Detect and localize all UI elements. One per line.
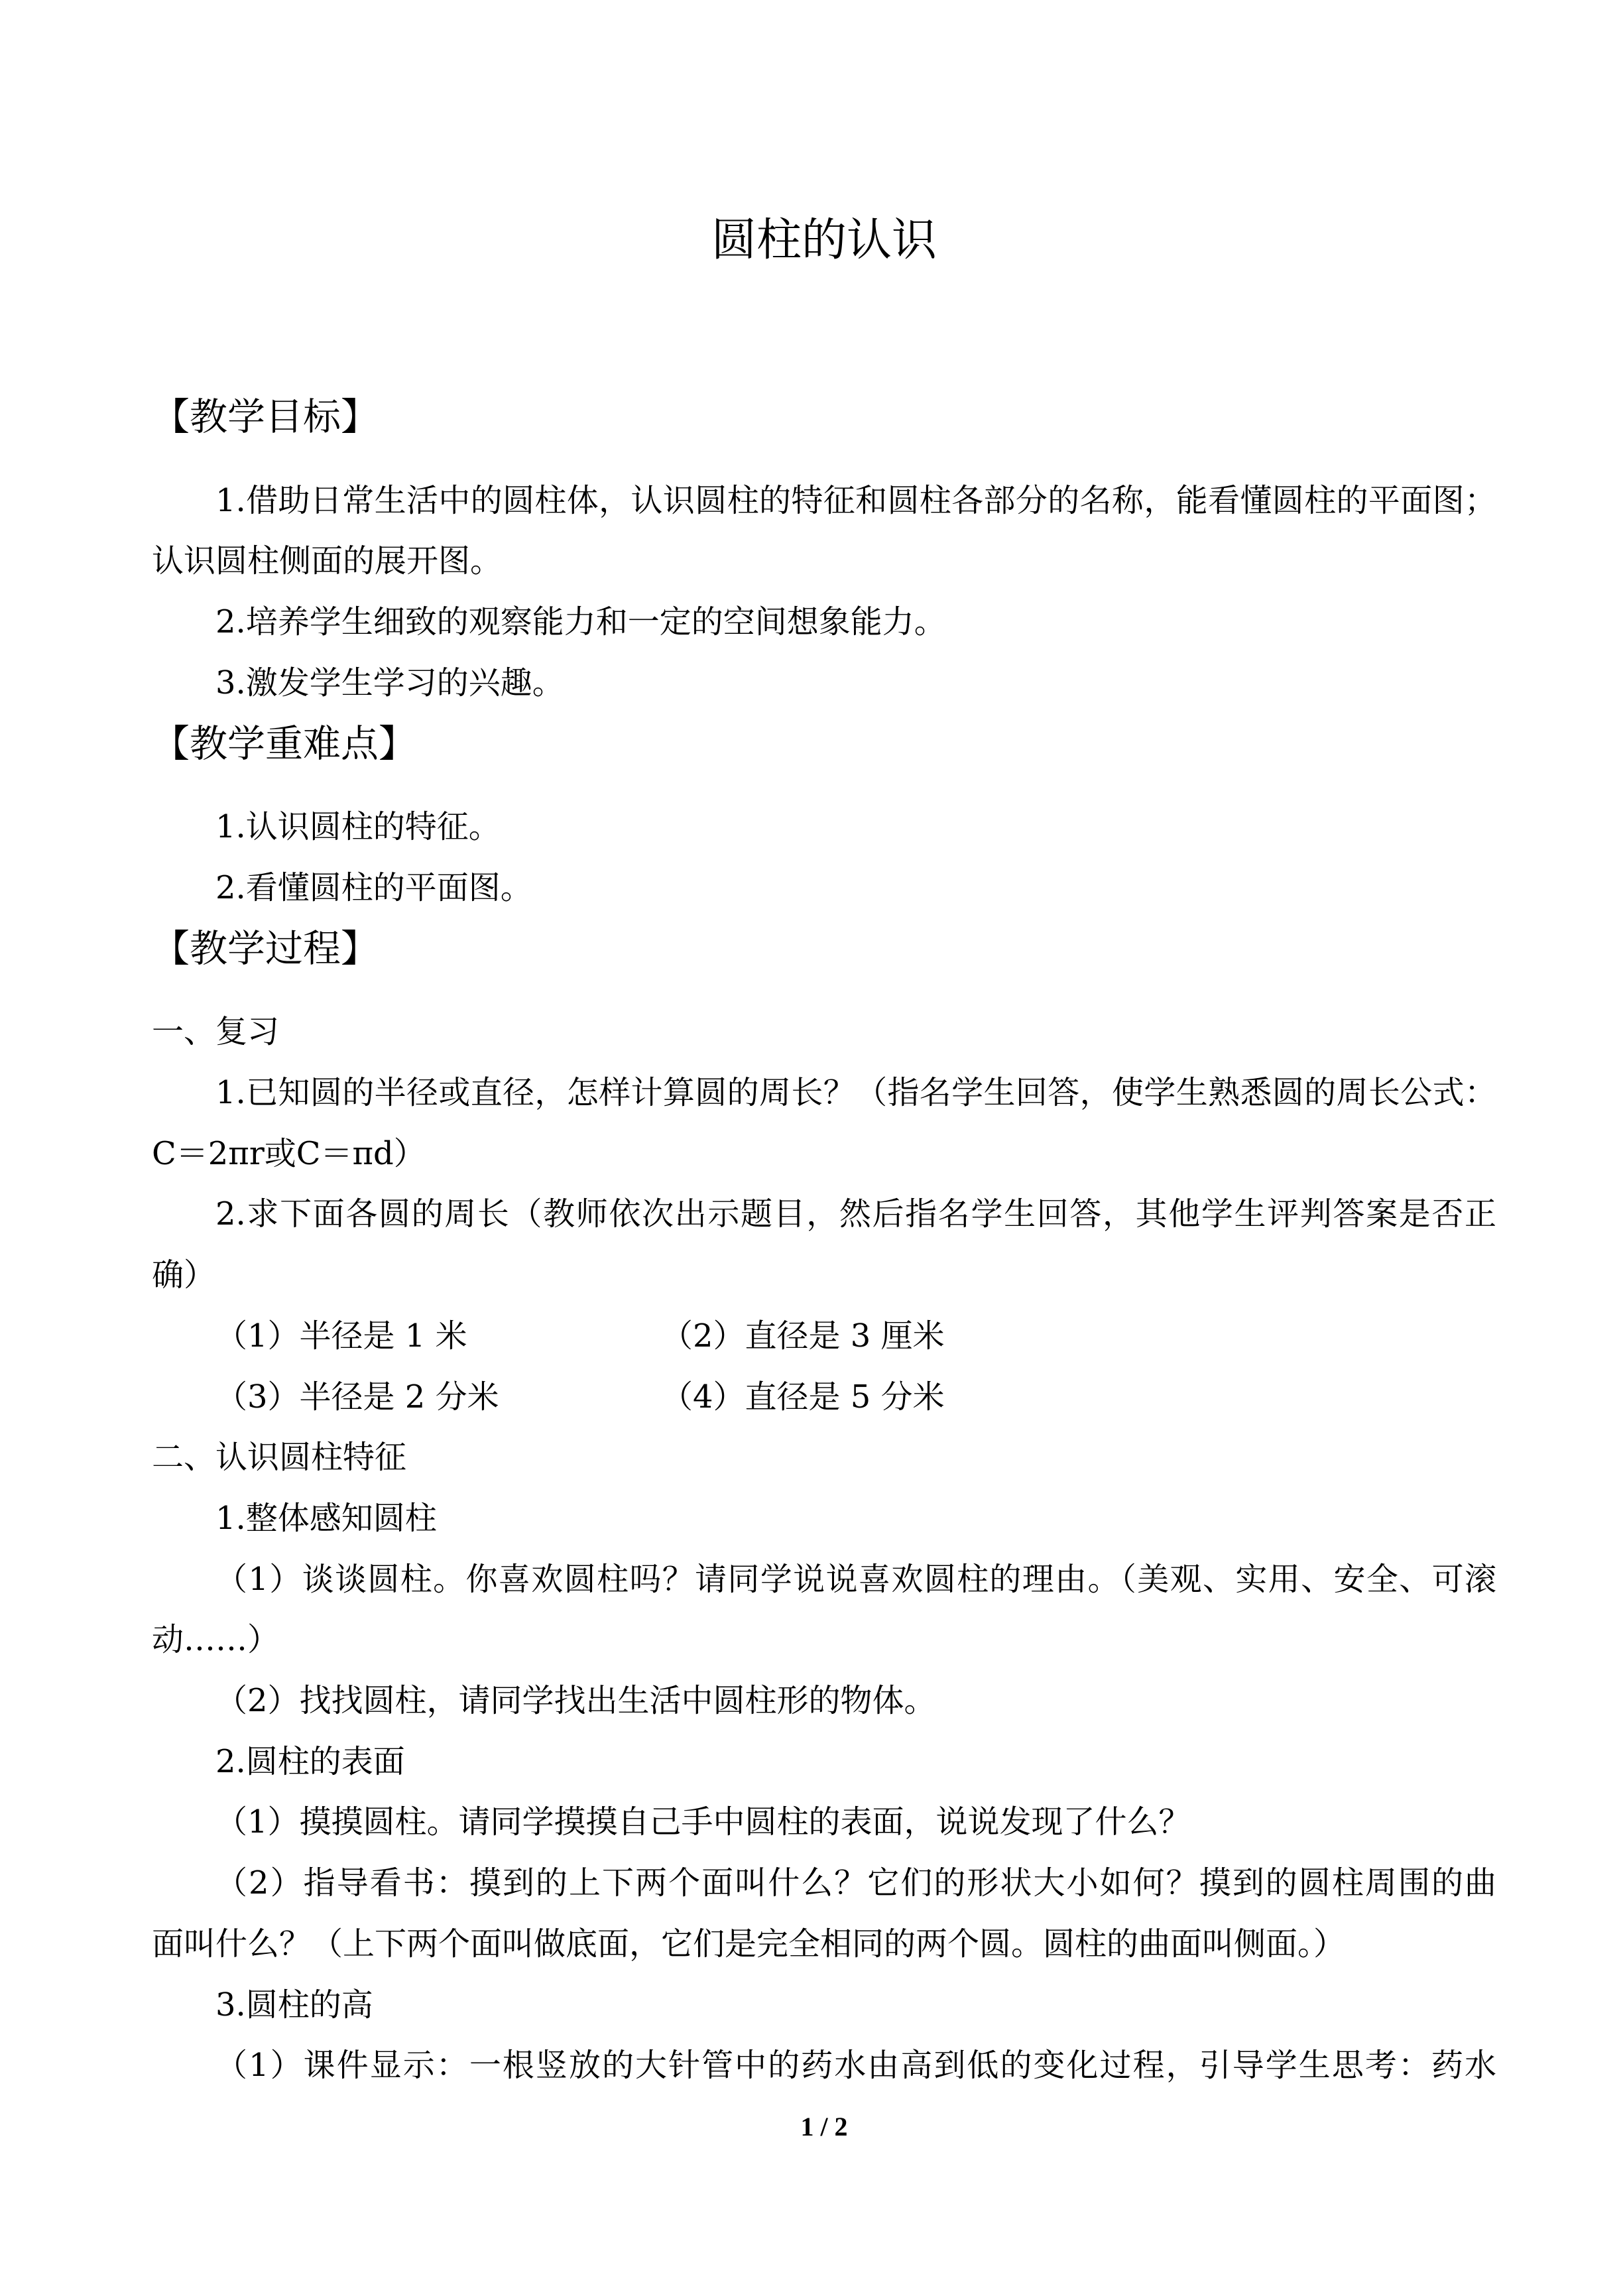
exercise-row-2 (152, 1367, 1496, 1428)
subsection-heading-review: 一、复习 (152, 1013, 280, 1051)
key-point-1: 1.认识圆柱的特征。 (215, 808, 501, 846)
surface-para-2-line-2: 面叫什么？（上下两个面叫做底面，它们是完全相同的两个圆。圆柱的曲面叫侧面。） (152, 1925, 1346, 1963)
key-point-2: 2.看懂圆柱的平面图。 (215, 869, 532, 906)
perceive-para-2: （2）找找圆柱，请同学找出生活中圆柱形的物体。 (215, 1682, 936, 1720)
section-heading-objectives: 【教学目标】 (152, 395, 379, 439)
section-heading-process: 【教学过程】 (152, 926, 379, 971)
objective-1-line-2: 认识圆柱侧面的展开图。 (152, 542, 503, 580)
review-question-1-formula: C＝2πr或C＝πd） (152, 1134, 426, 1172)
objective-1-line-1: 1.借助日常生活中的圆柱体，认识圆柱的特征和圆柱各部分的名称，能看懂圆柱的平面图； (215, 481, 1496, 519)
section-heading-key-points: 【教学重难点】 (152, 721, 416, 766)
page-number-footer: 1 / 2 (800, 2112, 848, 2142)
step-surface-title: 2.圆柱的表面 (215, 1742, 405, 1780)
exercise-item-2: （2）直径是 3 厘米 (661, 1317, 945, 1355)
height-para-1-line-1: （1）课件显示：一根竖放的大针管中的药水由高到低的变化过程，引导学生思考：药水 (215, 2047, 1496, 2085)
exercise-item-3: （3）半径是 2 分米 (215, 1378, 499, 1416)
perceive-para-1-line-1: （1）谈谈圆柱。你喜欢圆柱吗？请同学说说喜欢圆柱的理由。（美观、实用、安全、可滚 (215, 1560, 1496, 1598)
review-question-2-line-1: 2.求下面各圆的周长（教师依次出示题目，然后指名学生回答，其他学生评判答案是否正 (215, 1195, 1496, 1233)
subsection-heading-features: 二、认识圆柱特征 (152, 1439, 407, 1477)
surface-para-2-line-1: （2）指导看书：摸到的上下两个面叫什么？它们的形状大小如何？摸到的圆柱周围的曲 (215, 1864, 1496, 1902)
review-question-2-line-2: 确） (152, 1256, 216, 1294)
surface-para-1: （1）摸摸圆柱。请同学摸摸自己手中圆柱的表面，说说发现了什么？ (215, 1803, 1191, 1841)
perceive-para-1-line-2: 动……） (152, 1621, 280, 1659)
objective-3: 3.激发学生学习的兴趣。 (215, 664, 564, 701)
review-question-1-line-1: 1.已知圆的半径或直径，怎样计算圆的周长？（指名学生回答，使学生熟悉圆的周长公式： (215, 1074, 1496, 1112)
step-perceive-title: 1.整体感知圆柱 (215, 1499, 437, 1537)
objective-2: 2.培养学生细致的观察能力和一定的空间想象能力。 (215, 603, 946, 641)
step-height-title: 3.圆柱的高 (215, 1986, 373, 2024)
exercise-item-4: （4）直径是 5 分米 (661, 1378, 945, 1416)
exercise-row-1 (152, 1306, 1496, 1367)
exercise-item-1: （1）半径是 1 米 (215, 1317, 467, 1355)
document-title: 圆柱的认识 (711, 214, 937, 267)
document-body (152, 387, 1496, 2096)
